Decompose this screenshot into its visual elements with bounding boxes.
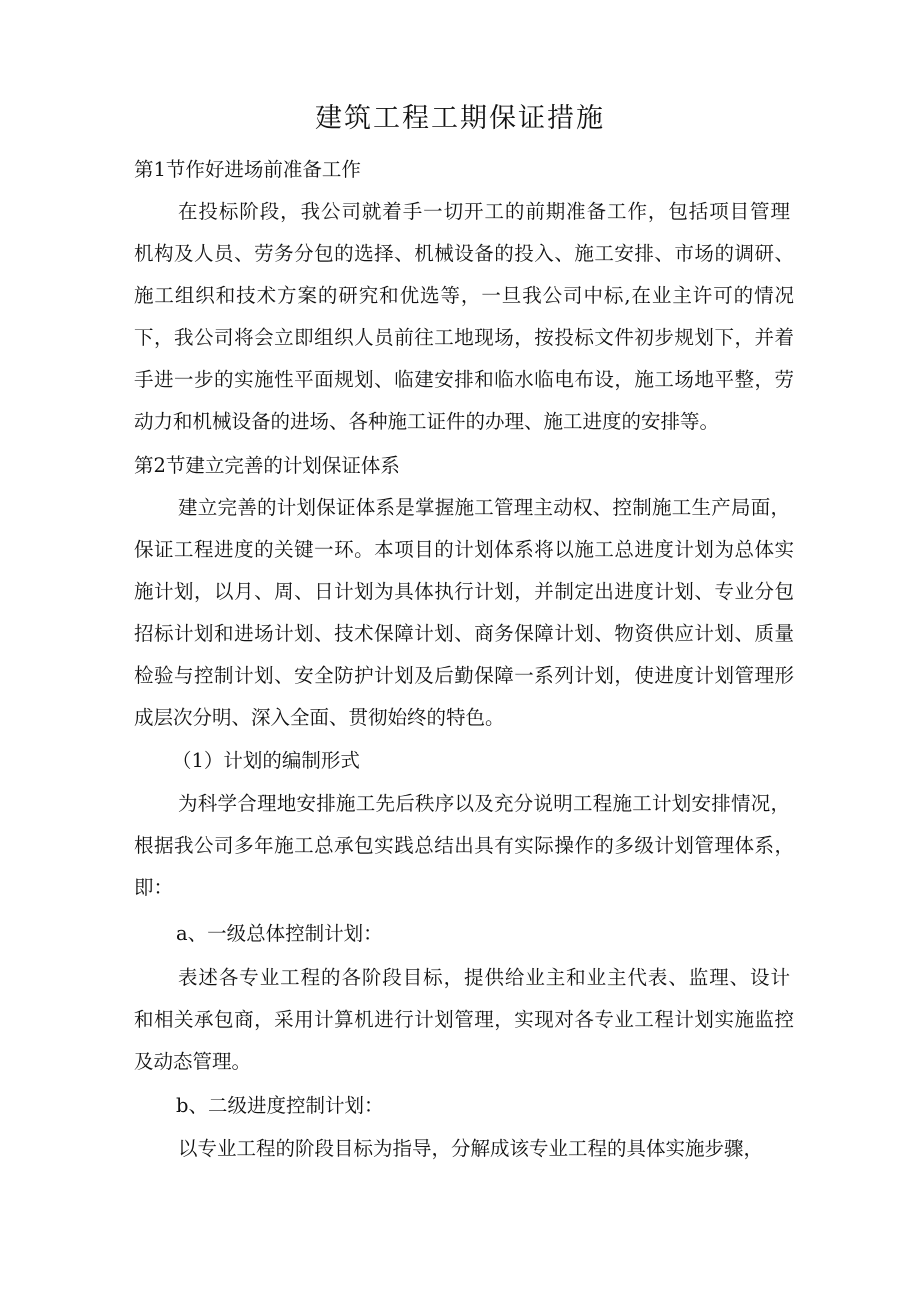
document-title: 建筑工程工期保证措施 bbox=[315, 103, 605, 134]
paragraph-line: 动力和机械设备的进场、各种施工证件的办理、施工进度的安排等。 bbox=[134, 410, 720, 433]
paragraph-line: 施计划，以月、周、日计划为具体执行计划，并制定出进度计划、专业分包 bbox=[134, 580, 794, 603]
paragraph-line: 在投标阶段，我公司就着手一切开工的前期准备工作，包括项目管理 bbox=[178, 200, 790, 223]
paragraph-line: 成层次分明、深入全面、贯彻始终的特色。 bbox=[134, 706, 505, 729]
paragraph-line: 建立完善的计划保证体系是掌握施工管理主动权、控制施工生产局面， bbox=[178, 496, 790, 519]
paragraph-line: 下，我公司将会立即组织人员前往工地现场，按投标文件初步规划下，并着 bbox=[134, 326, 794, 349]
paragraph-line: 保证工程进度的关键一环。本项目的计划体系将以施工总进度计划为总体实 bbox=[134, 538, 794, 561]
paragraph-line: 施工组织和技术方案的研究和优选等，一旦我公司中标,在业主许可的情况 bbox=[134, 284, 794, 307]
paragraph-line: 以专业工程的阶段目标为指导，分解成该专业工程的具体实施步骤， bbox=[178, 1137, 764, 1160]
paragraph-line: 手进一步的实施性平面规划、临建安排和临水临电布设，施工场地平整，劳 bbox=[134, 368, 794, 391]
paragraph-line: 检验与控制计划、安全防护计划及后勤保障一系列计划，使进度计划管理形 bbox=[134, 664, 794, 687]
paragraph-line: 即： bbox=[134, 876, 174, 899]
paragraph-line: 机构及人员、劳务分包的选择、机械设备的投入、施工安排、市场的调研、 bbox=[134, 242, 794, 265]
paragraph-line: 招标计划和进场计划、技术保障计划、商务保障计划、物资供应计划、质量 bbox=[134, 622, 794, 645]
paragraph-line: 表述各专业工程的各阶段目标，提供给业主和业主代表、监理、设计 bbox=[178, 966, 790, 989]
paragraph-line: 根据我公司多年施工总承包实践总结出具有实际操作的多级计划管理体系， bbox=[134, 834, 794, 857]
item-b-heading: b、二级进度控制计划： bbox=[176, 1094, 384, 1117]
subsection-heading: （1）计划的编制形式 bbox=[172, 749, 360, 772]
paragraph-line: 为科学合理地安排施工先后秩序以及充分说明工程施工计划安排情况， bbox=[178, 792, 790, 815]
paragraph-line: 和相关承包商，采用计算机进行计划管理，实现对各专业工程计划实施监控 bbox=[134, 1008, 794, 1031]
section-1-heading: 第1节作好进场前准备工作 bbox=[134, 158, 361, 181]
section-2-heading: 第2节建立完善的计划保证体系 bbox=[134, 454, 400, 477]
item-a-heading: a、一级总体控制计划： bbox=[176, 922, 383, 945]
paragraph-line: 及动态管理。 bbox=[134, 1050, 252, 1073]
